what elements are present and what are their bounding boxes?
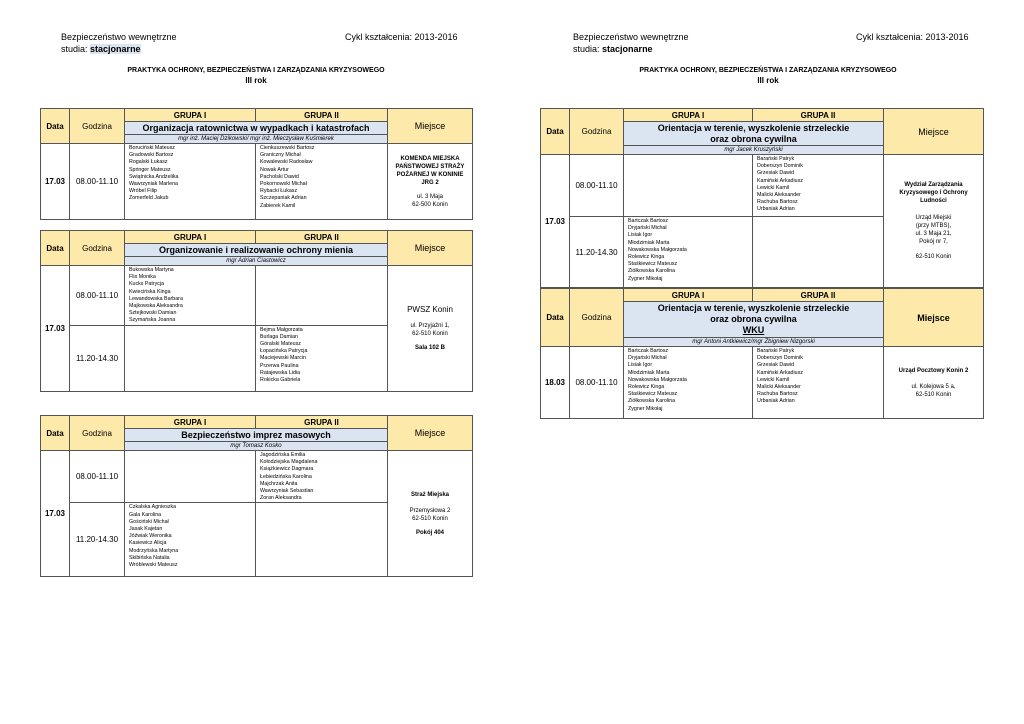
student-name: Rokicka Gabriela [260, 377, 301, 384]
time-cell: 08.00-11.10 [70, 451, 125, 503]
empty-cell [256, 266, 388, 326]
group1-list [125, 266, 256, 326]
student-name: Lewicki Kamil [757, 184, 790, 191]
student-name: Bartczak Bartosz [628, 218, 669, 224]
student-name: Gala Karolina [129, 511, 162, 518]
year-label: III rok [757, 76, 779, 85]
location-cell [884, 347, 984, 419]
location-cell [388, 266, 473, 392]
col-header-group1: GRUPA I [125, 109, 256, 122]
col-header-place: Miejsce [388, 231, 473, 266]
cycle-info: Cykl kształcenia: 2013-2016 [856, 32, 969, 42]
schedule-table-wku [540, 288, 984, 419]
empty-cell [125, 451, 256, 503]
student-name: Malicki Aleksander [757, 384, 801, 391]
student-name: Czkalska Agnieszka [129, 504, 177, 511]
subject-line-2: oraz obrona cywilna [710, 133, 797, 144]
col-header-hour: Godzina [70, 231, 125, 266]
student-name: Młodzimiak Marta [628, 369, 670, 376]
subject-title [624, 302, 884, 338]
student-name: Nowakowska Małgorzata [628, 246, 687, 253]
student-name: Zygner Mikołaj [628, 405, 663, 412]
col-header-date: Data [41, 231, 70, 266]
location-room: Pokój 404 [415, 529, 444, 536]
location-city: 62-510 Konin [412, 330, 448, 337]
student-name: Bukowska Martyna [129, 267, 174, 273]
col-header-group2: GRUPA II [256, 416, 388, 429]
schedule-table-mass-events [40, 415, 473, 577]
group1-list [624, 217, 753, 288]
location-note: (przy MTBS), [915, 223, 952, 229]
study-mode [573, 43, 689, 55]
col-header-group1: GRUPA I [125, 416, 256, 429]
student-name: Majchrzak Anita [260, 480, 298, 487]
student-name: Nowakowska Małgorzata [628, 376, 687, 383]
practice-title: PRAKTYKA OCHRONY, BEZPIECZEŃSTWA I ZARZĄDZANIA KRYZYSOWEGO [639, 67, 897, 74]
group1-list [125, 144, 256, 220]
location-cell [388, 144, 473, 220]
student-name: Rolewicz Kinga [628, 384, 665, 391]
practice-title-block [40, 66, 472, 86]
time-cell: 08.00-11.10 [570, 347, 624, 419]
program-title: Bezpieczeństwo wewnętrzne [61, 32, 177, 42]
student-name: Dryjański Michał [628, 225, 667, 232]
student-name: Bejma Małgorzata [260, 326, 303, 333]
subject-title [624, 122, 884, 146]
student-name: Burlaga Damian [260, 333, 298, 340]
date-cell: 17.03 [41, 144, 70, 220]
date-cell: 17.03 [541, 155, 570, 288]
student-name: Jagodzińska Emilia [260, 452, 306, 458]
subject-line-2: oraz obrona cywilna [710, 314, 797, 324]
location-street: ul. 3 Maja 21, [915, 231, 952, 237]
student-name: Grzesiak Dawid [757, 170, 795, 177]
student-name: Modrzyńska Martyna [129, 547, 179, 554]
student-name: Lewicki Kamil [757, 376, 790, 383]
student-name: Gościński Michał [129, 518, 169, 525]
tutor-name: mgr Jacek Kruszyński [624, 146, 884, 155]
student-name: Maciejewski Marcin [260, 355, 306, 362]
student-name: Jóźwiak Weronika [129, 533, 172, 540]
student-name: Sztejkowski Damian [129, 310, 177, 317]
tutor-name: mgr Antoni Antkiewicz/mgr Zbigniew Nizgorski [624, 338, 884, 347]
schedule-table-orientation [540, 108, 984, 288]
group2-list [753, 347, 884, 419]
location-cell [388, 451, 473, 577]
location-room: Sala 102 B [414, 344, 446, 351]
student-name: Staśkiewicz Mateusz [628, 261, 678, 268]
student-name: Cienkuszewski Bartosz [260, 145, 315, 151]
student-name: Rogalski Łukasz [129, 159, 168, 166]
col-header-date: Data [41, 109, 70, 144]
col-header-hour: Godzina [70, 109, 125, 144]
location-building: Urząd Miejski [915, 215, 952, 221]
group1-list [125, 503, 256, 577]
empty-cell [753, 217, 884, 288]
student-name: Szczepaniak Adrian [260, 195, 307, 202]
student-name: Książkiewicz Dagmara [260, 466, 314, 473]
student-name: Kamiński Arkadiusz [757, 369, 803, 376]
subject-line-1: Orientacja w terenie, wyszkolenie strzeleckie [657, 122, 850, 133]
student-name: Rybacki Łukasz [260, 188, 298, 195]
col-header-group2: GRUPA II [256, 109, 388, 122]
tutor-name: mgr Adrian Ciastowicz [125, 257, 388, 266]
student-name: Szymańska Joanna [129, 317, 176, 324]
student-name: Doberszyn Dominik [757, 355, 803, 362]
subject-title: Organizacja ratownictwa w wypadkach i katastrofach [125, 122, 388, 135]
tutor-name: mgr Tomasz Kosko [125, 442, 388, 451]
student-name: Kamiński Arkadiusz [757, 177, 803, 184]
student-name: Skibińska Natalia [129, 554, 170, 561]
time-cell: 08.00-11.10 [70, 266, 125, 326]
student-name: Ziółkowska Karolina [628, 398, 676, 405]
student-name: Staśkiewicz Mateusz [628, 391, 678, 398]
location-city: 62-510 Konin [915, 391, 952, 398]
group1-list [624, 347, 753, 419]
student-name: Gradowski Bartosz [129, 152, 174, 159]
col-header-group2: GRUPA II [753, 109, 884, 122]
col-header-date: Data [541, 289, 570, 347]
location-name: Straż Miejska [410, 491, 450, 498]
empty-cell [125, 325, 256, 391]
location-name: KOMENDA MIEJSKA PAŃSTWOWEJ STRAŻY POŻARNEJ W KONINIE [395, 155, 465, 178]
student-name: Kasiewicz Alicja [129, 540, 167, 547]
col-header-place: Miejsce [884, 109, 984, 155]
student-name: Rolewicz Kinga [628, 254, 665, 261]
empty-cell [624, 155, 753, 217]
date-cell: 18.03 [541, 347, 570, 419]
year-label: III rok [245, 76, 267, 85]
subject-title: Bezpieczeństwo imprez masowych [125, 429, 388, 442]
student-name: Łebiedzińska Karolina [260, 473, 312, 480]
tutor-name: mgr inż. Maciej Dzikowski/ mgr inż. Mieczysław Kuśmierek [125, 135, 388, 144]
col-header-place: Miejsce [388, 109, 473, 144]
time-cell: 11.20-14.30 [70, 325, 125, 391]
col-header-group1: GRUPA I [624, 289, 753, 302]
student-name: Urbaniak Adrian [757, 206, 795, 213]
subject-title: Organizowanie i realizowanie ochrony mienia [125, 244, 388, 257]
location-name: Wydział Zarządzania Kryzysowego i Ochrony Ludności [899, 182, 968, 204]
student-name: Żabierek Kamil [260, 202, 296, 209]
col-header-hour: Godzina [570, 109, 624, 155]
study-mode-value: stacjonarne [602, 44, 653, 54]
student-name: Kowalewski Radosław [260, 159, 313, 166]
subject-line-3: WKU [742, 325, 765, 335]
student-name: Grzesiak Dawid [757, 362, 795, 369]
col-header-place: Miejsce [884, 289, 984, 347]
student-name: Kucks Patrycja [129, 281, 165, 288]
left-header-info [61, 31, 177, 55]
student-name: Boruciński Mateusz [129, 145, 175, 151]
student-name: Majkowska Aleksandra [129, 303, 183, 310]
date-cell: 17.03 [41, 451, 70, 577]
schedule-table-rescue [40, 108, 473, 220]
student-name: Barański Patryk [757, 348, 795, 354]
student-name: Zoran Aleksandra [260, 495, 302, 502]
empty-cell [256, 503, 388, 577]
location-street: Przemysłowa 2 [409, 507, 451, 514]
time-cell: 08.00-11.10 [70, 144, 125, 220]
location-street: ul. 3 Maja [416, 193, 443, 200]
student-name: Przerwa Paulina [260, 362, 299, 369]
student-name: Flis Monika [129, 274, 156, 281]
col-header-group2: GRUPA II [256, 231, 388, 244]
student-name: Wawrzyniak Sebastian [260, 488, 314, 495]
study-mode-value: stacjonarne [90, 44, 141, 54]
student-name: Nowak Artur [260, 166, 289, 173]
student-name: Doberszyn Dominik [757, 163, 803, 170]
location-street: ul. Przyjaźni 1, [410, 322, 450, 329]
student-name: Zygner Mikołaj [628, 275, 663, 282]
student-name: Malicki Aleksander [757, 192, 801, 199]
student-name: Lisiak Igor [628, 232, 653, 239]
student-name: Ratajewska Lidia [260, 369, 301, 376]
right-page [512, 0, 1024, 724]
group2-list [256, 451, 388, 503]
time-cell: 08.00-11.10 [570, 155, 624, 217]
col-header-hour: Godzina [70, 416, 125, 451]
study-mode [61, 43, 177, 55]
practice-title: PRAKTYKA OCHRONY, BEZPIECZEŃSTWA I ZARZĄDZANIA KRYZYSOWEGO [127, 67, 385, 74]
student-name: Bartczak Bartosz [628, 348, 669, 354]
student-name: Graniczny Michał [260, 152, 301, 159]
student-name: Wróblewski Mateusz [129, 562, 178, 569]
right-header-info [573, 31, 689, 55]
location-room: Pokój nr 7, [919, 239, 948, 245]
student-name: Kołodziejska Magdalena [260, 459, 318, 466]
student-name: Rachuba Bartosz [757, 199, 798, 206]
location-city: 62-510 Konin [412, 515, 448, 522]
student-name: Lisiak Igor [628, 362, 653, 369]
schedule-table-property [40, 230, 473, 392]
practice-title-block [552, 66, 984, 86]
time-cell: 11.20-14.30 [70, 503, 125, 577]
col-header-place: Miejsce [388, 416, 473, 451]
col-header-date: Data [541, 109, 570, 155]
student-name: Dryjański Michał [628, 355, 667, 362]
student-name: Wawrzyniak Marlena [129, 181, 178, 188]
program-title: Bezpieczeństwo wewnętrzne [573, 32, 689, 42]
student-name: Springer Mateusz [129, 166, 171, 173]
col-header-group1: GRUPA I [624, 109, 753, 122]
cycle-info: Cykl kształcenia: 2013-2016 [345, 32, 458, 42]
student-name: Barański Patryk [757, 156, 795, 162]
student-name: Pacholski Dawid [260, 173, 299, 180]
time-cell: 11.20-14.30 [570, 217, 624, 288]
student-name: Młodzimiak Marta [628, 239, 670, 246]
group2-list [256, 325, 388, 391]
location-city: 62-500 Konin [412, 201, 448, 208]
location-street: ul. Kolejowa 5 a, [911, 383, 956, 390]
student-name: Urbaniak Adrian [757, 398, 795, 405]
student-name: Kwiecińska Kinga [129, 288, 171, 295]
date-cell: 17.03 [41, 266, 70, 392]
location-city: 62-510 Konin [915, 254, 952, 260]
group2-list [256, 144, 388, 220]
student-name: Zomerfeld Jakub [129, 195, 169, 202]
col-header-group2: GRUPA II [753, 289, 884, 302]
student-name: Jasak Kajetan [129, 526, 163, 533]
col-header-hour: Godzina [570, 289, 624, 347]
student-name: Wróbel Filip [129, 188, 157, 195]
student-name: Świątnicka Andżelika [129, 173, 179, 180]
col-header-date: Data [41, 416, 70, 451]
student-name: Pokornowski Michał [260, 181, 307, 188]
location-cell [884, 155, 984, 288]
group2-list [753, 155, 884, 217]
student-name: Ziółkowska Karolina [628, 268, 676, 275]
study-mode-label: studia: [573, 44, 600, 54]
subject-line-1: Orientacja w terenie, wyszkolenie strzeleckie [657, 303, 850, 313]
study-mode-label: studia: [61, 44, 88, 54]
student-name: Lewandowska Barbara [129, 295, 183, 302]
location-name: PWSZ Konin [407, 304, 453, 314]
student-name: Łopacińska Patrycja [260, 348, 308, 355]
location-unit: JRG 2 [421, 179, 439, 186]
col-header-group1: GRUPA I [125, 231, 256, 244]
student-name: Góralski Mateusz [260, 341, 301, 348]
location-name: Urząd Pocztowy Konin 2 [898, 367, 969, 374]
student-name: Rachuba Bartosz [757, 391, 798, 398]
